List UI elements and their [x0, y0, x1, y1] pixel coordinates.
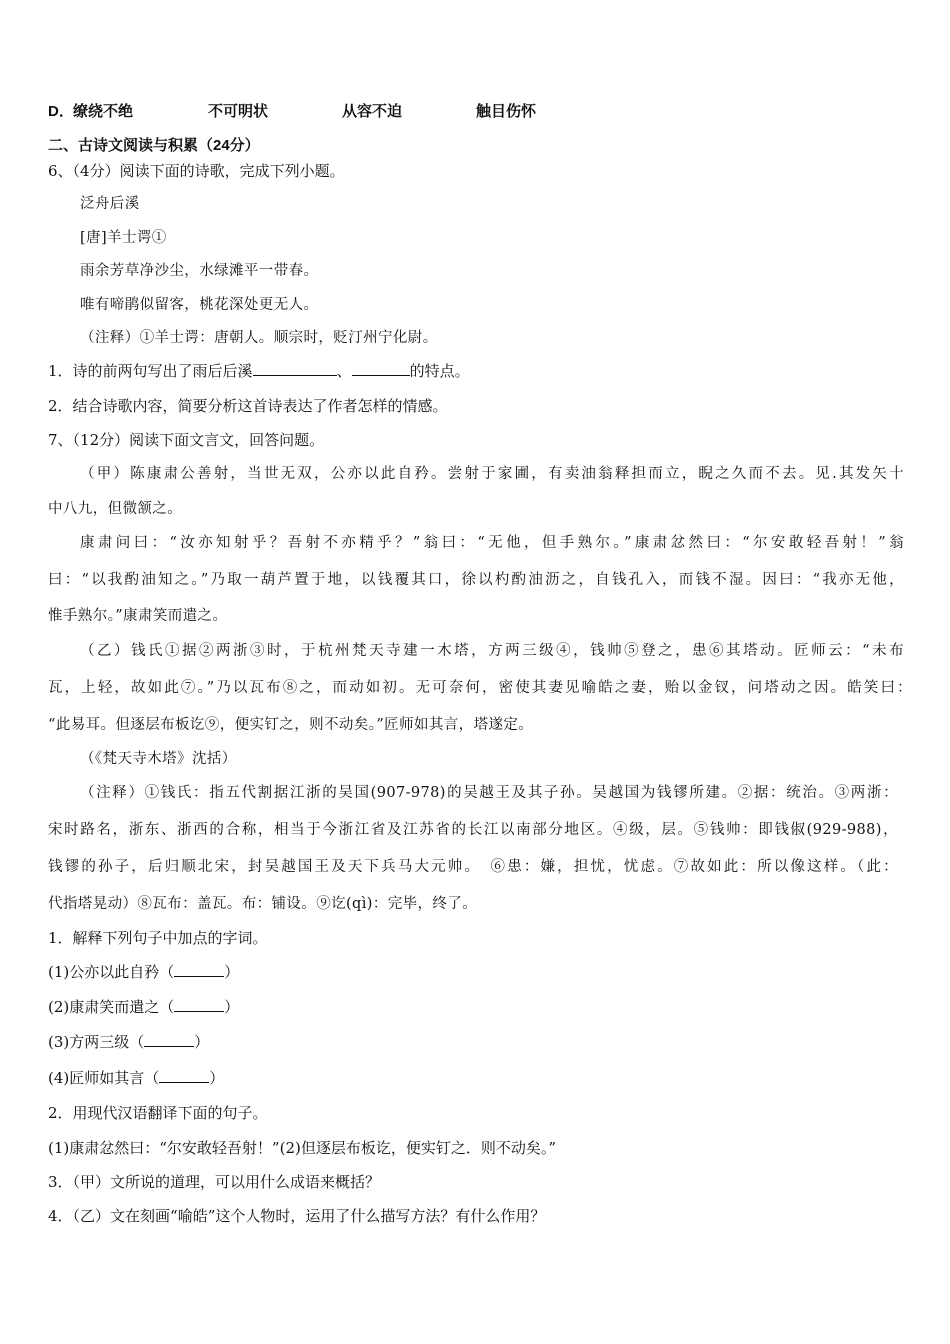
option-d-row [48, 102, 608, 122]
sub1-item-1 [48, 962, 239, 982]
sub1-text-after: 的特点。 [409, 362, 470, 380]
question-6-sub-2: 2．结合诗歌内容，简要分析这首诗表达了作者怎样的情感。 [48, 397, 448, 415]
sub1-item-1-blank[interactable] [174, 962, 224, 977]
poem-author: [唐]羊士谔① [80, 230, 167, 246]
passage-note-line-4: 代指塔晃动）⑧瓦布：盖瓦。布：铺设。⑨讫(qì)：完毕，终了。 [48, 896, 478, 912]
sub1-item-1-text: (1)公亦以此自矜（ [48, 963, 175, 981]
question-7-stem: 7、（12分）阅读下面文言文，回答问题。 [48, 431, 325, 449]
option-d-item-4: 触目伤怀 [476, 103, 537, 120]
answer-blank-2[interactable] [352, 361, 410, 376]
passage-jia-line-1: （甲）陈康肃公善射，当世无双，公亦以此自矜。尝射于家圃，有卖油翁释担而立，睨之久而不去。见.其发矢十 [80, 466, 904, 482]
passage-jia-line-5: 惟手熟尔。”康肃笑而遣之。 [48, 608, 228, 624]
sub1-item-3-text: (3)方两三级（ [48, 1033, 145, 1051]
poem-line-2: 唯有啼鹃似留客，桃花深处更无人。 [80, 297, 319, 313]
passage-source: （《梵天寺木塔》沈括） [80, 751, 237, 767]
question-7-sub-4: 4．（乙）文在刻画“喻皓”这个人物时，运用了什么描写方法？有什么作用？ [48, 1207, 546, 1225]
poem-note: （注释）①羊士谔：唐朝人。顺宗时，贬汀州宁化尉。 [80, 330, 438, 346]
passage-jia-line-4: 曰：“以我酌油知之。”乃取一葫芦置于地，以钱覆其口，徐以杓酌油沥之，自钱孔入，而钱不湿。因曰：“我亦无他， [48, 572, 904, 588]
option-d-item-1: 缭绕不绝 [73, 103, 134, 120]
question-6-stem: 6、（4分）阅读下面的诗歌，完成下列小题。 [48, 162, 345, 180]
passage-jia-line-3: 康肃问曰：“汝亦知射乎？吾射不亦精乎？”翁曰：“无他，但手熟尔。”康肃忿然曰：“尔安敢轻吾射！”翁 [80, 535, 904, 551]
close-paren: ） [209, 1069, 225, 1087]
passage-note-line-2: 宋时路名，浙东、浙西的合称，相当于今浙江省及江苏省的长江以南部分地区。④级，层。⑤钱帅：即钱俶(929-988)， [48, 822, 898, 838]
sub1-item-4-text: (4)匠师如其言（ [48, 1069, 160, 1087]
answer-blank-1[interactable] [253, 361, 337, 376]
option-d-letter: D． [48, 103, 74, 120]
option-d-item-3: 从容不迫 [342, 103, 403, 120]
close-paren: ） [224, 963, 240, 981]
section-heading: 二、古诗文阅读与积累（24分） [48, 137, 260, 154]
sub1-item-3 [48, 1032, 209, 1052]
option-d-item-2: 不可明状 [208, 103, 269, 120]
question-7-sub-3: 3．（甲）文所说的道理，可以用什么成语来概括？ [48, 1173, 381, 1191]
passage-yi-line-1: （乙）钱氏①据②两浙③时，于杭州梵天寺建一木塔，方两三级④，钱帅⑤登之，患⑥其塔动。匠师云：“未布 [80, 643, 904, 659]
question-6-sub-1 [48, 361, 470, 381]
sub1-item-4-blank[interactable] [159, 1068, 209, 1083]
sub2-sentences: (1)康肃忿然曰：“尔安敢轻吾射！”(2)但逐层布板讫，便实钉之．则不动矣。” [48, 1139, 557, 1157]
poem-line-1: 雨余芳草净沙尘，水绿滩平一带春。 [80, 263, 319, 279]
sub1-item-2-text: (2)康肃笑而遣之（ [48, 998, 175, 1016]
poem-title: 泛舟后溪 [80, 196, 140, 212]
sub1-separator: 、 [336, 362, 352, 380]
passage-jia-line-2: 中八九，但微颔之。 [48, 501, 183, 517]
passage-note-line-3: 钱镠的孙子，后归顺北宋，封吴越国王及天下兵马大元帅。 ⑥患：嫌，担忧，忧虑。⑦故如此：所以像这样。（此： [48, 859, 898, 875]
sub1-item-2 [48, 997, 239, 1017]
sub1-text-before: 1．诗的前两句写出了雨后后溪 [48, 362, 253, 380]
sub1-item-3-blank[interactable] [144, 1032, 194, 1047]
passage-yi-line-2: 瓦，上轻，故如此⑦。”乃以瓦布⑧之，而动如初。无可奈何，密使其妻见喻皓之妻，贻以金钗，问塔动之因。皓笑曰： [48, 680, 912, 696]
passage-yi-line-3: “此易耳。但逐层布板讫⑨，便实钉之，则不动矣。”匠师如其言，塔遂定。 [48, 717, 534, 733]
question-7-sub-1: 1．解释下列句子中加点的字词。 [48, 929, 268, 947]
passage-note-line-1: （注释）①钱氏：指五代割据江浙的吴国(907-978)的吴越王及其子孙。吴越国为钱镠所建。②据：统治。③两浙： [80, 785, 898, 801]
close-paren: ） [224, 998, 240, 1016]
close-paren: ） [194, 1033, 210, 1051]
sub1-item-2-blank[interactable] [174, 997, 224, 1012]
question-7-sub-2: 2．用现代汉语翻译下面的句子。 [48, 1104, 268, 1122]
sub1-item-4 [48, 1068, 224, 1088]
